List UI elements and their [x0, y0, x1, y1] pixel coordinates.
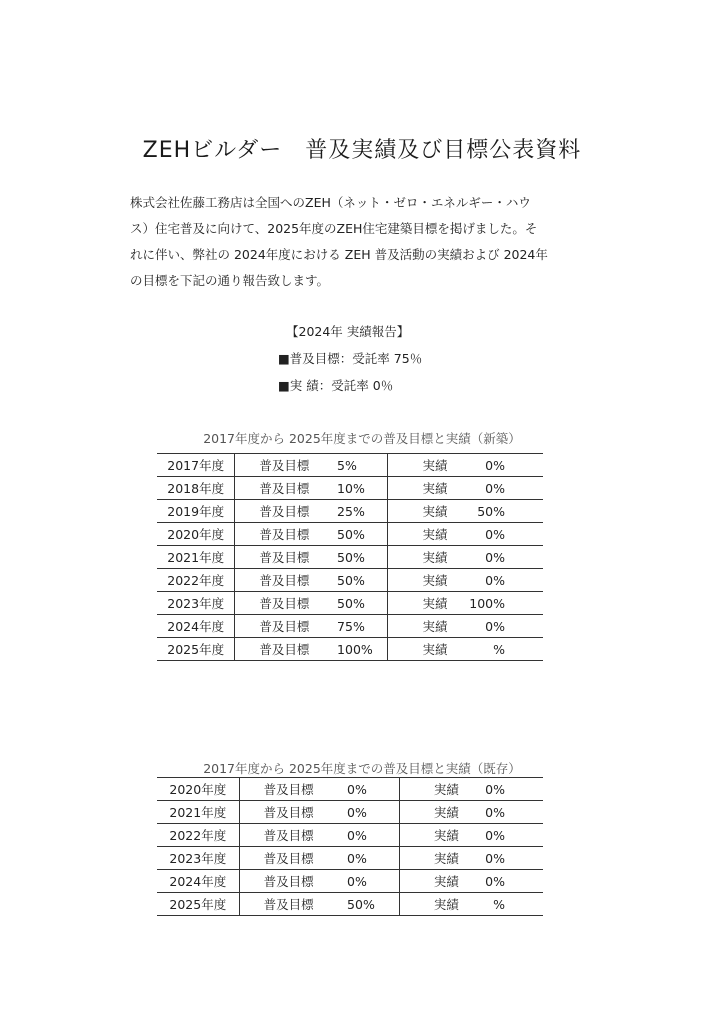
goal-value-cell: 50% [337, 592, 388, 615]
actual-label-cell: 実績 [388, 638, 469, 661]
year-cell: 2025年度 [157, 893, 239, 916]
table-row [157, 847, 543, 870]
goal-value-cell: 25% [337, 500, 388, 523]
actual-label-cell: 実績 [399, 824, 485, 847]
table-row [157, 638, 543, 661]
goal-label-cell: 普及目標 [235, 615, 337, 638]
report-heading: 【2024年 実績報告】 [286, 324, 410, 339]
report-target-line: ■普及目標：受託率 75％ [278, 351, 423, 366]
goal-label-cell: 普及目標 [239, 870, 347, 893]
actual-label-cell: 実績 [388, 477, 469, 500]
table-row [157, 778, 543, 801]
actual-value-cell: 0% [485, 801, 543, 824]
table-row [157, 824, 543, 847]
goal-label-cell: 普及目標 [239, 824, 347, 847]
year-cell: 2021年度 [157, 546, 235, 569]
intro-line: ス）住宅普及に向けて、2025年度のZEH住宅建築目標を掲げました。そ [130, 221, 538, 236]
actual-label-cell: 実績 [388, 454, 469, 477]
goal-value-cell: 50% [347, 893, 399, 916]
goal-value-cell: 0% [347, 824, 399, 847]
goal-value-cell: 100% [337, 638, 388, 661]
new-table-caption: 2017年度から 2025年度までの普及目標と実績（新築） [203, 431, 521, 446]
goal-label-cell: 普及目標 [235, 592, 337, 615]
intro-paragraph [130, 190, 590, 294]
intro-line: れに伴い、弊社の 2024年度における ZEH 普及活動の実績および 2024年 [130, 247, 548, 262]
actual-value-cell: 50% [469, 500, 543, 523]
goal-value-cell: 0% [347, 870, 399, 893]
year-cell: 2024年度 [157, 615, 235, 638]
actual-label-cell: 実績 [388, 546, 469, 569]
existing-housing-table [157, 777, 543, 916]
table-row [157, 500, 543, 523]
actual-value-cell: 100% [469, 592, 543, 615]
table-row [157, 569, 543, 592]
goal-label-cell: 普及目標 [235, 477, 337, 500]
actual-value-cell: 0% [469, 454, 543, 477]
year-cell: 2021年度 [157, 801, 239, 824]
actual-value-cell: 0% [469, 569, 543, 592]
actual-label-cell: 実績 [399, 801, 485, 824]
goal-value-cell: 50% [337, 523, 388, 546]
year-cell: 2022年度 [157, 824, 239, 847]
goal-value-cell: 50% [337, 546, 388, 569]
actual-label-cell: 実績 [388, 523, 469, 546]
actual-value-cell: 0% [485, 870, 543, 893]
actual-label-cell: 実績 [388, 569, 469, 592]
actual-value-cell: 0% [485, 824, 543, 847]
year-cell: 2020年度 [157, 523, 235, 546]
table-row [157, 801, 543, 824]
actual-value-cell: % [469, 638, 543, 661]
goal-label-cell: 普及目標 [239, 893, 347, 916]
actual-label-cell: 実績 [388, 592, 469, 615]
year-cell: 2024年度 [157, 870, 239, 893]
goal-label-cell: 普及目標 [235, 523, 337, 546]
goal-value-cell: 0% [347, 801, 399, 824]
actual-label-cell: 実績 [399, 870, 485, 893]
actual-value-cell: 0% [469, 523, 543, 546]
year-cell: 2019年度 [157, 500, 235, 523]
table-row [157, 893, 543, 916]
new-construction-table [157, 453, 543, 661]
actual-label-cell: 実績 [399, 893, 485, 916]
year-cell: 2022年度 [157, 569, 235, 592]
goal-label-cell: 普及目標 [239, 847, 347, 870]
year-cell: 2017年度 [157, 454, 235, 477]
goal-value-cell: 0% [347, 847, 399, 870]
goal-label-cell: 普及目標 [239, 778, 347, 801]
actual-label-cell: 実績 [388, 500, 469, 523]
report-summary [278, 318, 422, 399]
goal-label-cell: 普及目標 [235, 500, 337, 523]
intro-line: 株式会社佐藤工務店は全国へのZEH（ネット・ゼロ・エネルギー・ハウ [130, 195, 531, 210]
table-row [157, 454, 543, 477]
goal-value-cell: 5% [337, 454, 388, 477]
year-cell: 2025年度 [157, 638, 235, 661]
goal-label-cell: 普及目標 [235, 638, 337, 661]
intro-line: の目標を下記の通り報告致します。 [130, 273, 330, 288]
new-table-body [157, 454, 543, 661]
page-title: ZEHビルダー 普及実績及び目標公表資料 [142, 138, 582, 163]
existing-table-caption: 2017年度から 2025年度までの普及目標と実績（既存） [203, 761, 521, 776]
actual-value-cell: 0% [469, 615, 543, 638]
actual-label-cell: 実績 [399, 778, 485, 801]
actual-value-cell: 0% [469, 477, 543, 500]
goal-label-cell: 普及目標 [235, 546, 337, 569]
goal-value-cell: 75% [337, 615, 388, 638]
table-row [157, 523, 543, 546]
table-row [157, 870, 543, 893]
existing-table-body [157, 778, 543, 916]
goal-label-cell: 普及目標 [235, 454, 337, 477]
table-row [157, 592, 543, 615]
actual-value-cell: % [485, 893, 543, 916]
goal-label-cell: 普及目標 [235, 569, 337, 592]
goal-label-cell: 普及目標 [239, 801, 347, 824]
year-cell: 2018年度 [157, 477, 235, 500]
actual-value-cell: 0% [485, 778, 543, 801]
report-actual-line: ■実 績：受託率 0％ [278, 378, 394, 393]
actual-value-cell: 0% [469, 546, 543, 569]
year-cell: 2023年度 [157, 592, 235, 615]
actual-label-cell: 実績 [399, 847, 485, 870]
actual-value-cell: 0% [485, 847, 543, 870]
table-row [157, 615, 543, 638]
year-cell: 2023年度 [157, 847, 239, 870]
goal-value-cell: 0% [347, 778, 399, 801]
goal-value-cell: 50% [337, 569, 388, 592]
year-cell: 2020年度 [157, 778, 239, 801]
goal-value-cell: 10% [337, 477, 388, 500]
table-row [157, 546, 543, 569]
table-row [157, 477, 543, 500]
actual-label-cell: 実績 [388, 615, 469, 638]
